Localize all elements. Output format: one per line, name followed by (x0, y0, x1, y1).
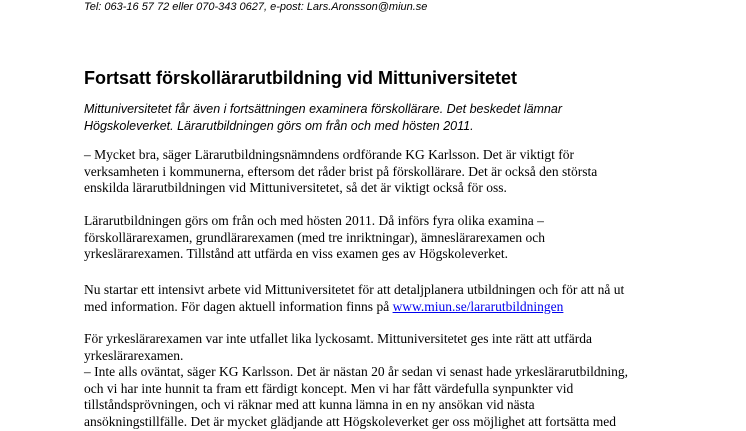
body-paragraph-yrkeslarare (84, 331, 684, 431)
text-line: förskollärarexamen, grundlärarexamen (med tre inriktningar), ämneslärarexamen och (84, 229, 546, 245)
lead-line: Mittuniversitetet får även i fortsättningen examinera förskollärare. Det beskedet lämnar (84, 102, 563, 116)
text-line: För yrkeslärarexamen var inte utfallet lika lyckosamt. Mittuniversitetet ges inte rätt att utfärda (84, 331, 592, 346)
lead-paragraph (84, 101, 664, 134)
text-segment: med information. För dagen aktuell information finns på (84, 298, 393, 314)
body-paragraph-examina (84, 213, 684, 263)
text-line: – Inte alls oväntat, säger KG Karlsson. Det är nästan 20 år sedan vi senast hade yrkeslärarutbildning, (84, 364, 628, 380)
text-line: verksamheten i kommunerna, eftersom det råder brist på förskollärare. Det är också den största (84, 163, 598, 179)
text-line: Nu startar ett intensivt arbete vid Mittuniversitetet för att detaljplanera utbildningen och för att nå ut (84, 282, 625, 297)
text-line: yrkeslärarexamen. (84, 347, 184, 363)
text-line: ansökningstillfälle. Det är mycket glädjande att Högskoleverket ger oss möjlighet att fortsätta med (84, 413, 616, 429)
text-line (84, 299, 684, 316)
body-paragraph-quote (84, 147, 684, 197)
information-link[interactable]: www.miun.se/lararutbildningen (392, 298, 564, 314)
text-line: Lärarutbildningen görs om från och med hösten 2011. Då införs fyra olika examina – (84, 213, 544, 228)
text-line: enskilda lärarutbildningen vid Mittuniversitetet, så det är viktigt också för oss. (84, 180, 507, 196)
page-title: Fortsatt förskollärarutbildning vid Mittuniversitetet (84, 68, 518, 88)
text-line: – Mycket bra, säger Lärarutbildningsnämndens ordförande KG Karlsson. Det är viktigt för (84, 147, 574, 162)
text-line: yrkeslärarexamen. Tillstånd att utfärda en viss examen ges av Högskoleverket. (84, 246, 509, 262)
text-line: och vi har inte hunnit ta fram ett färdigt koncept. Men vi har fått värdefulla synpunkter vid (84, 380, 574, 396)
contact-line: Tel: 063-16 57 72 eller 070-343 0627, e-post: Lars.Aronsson@miun.se (84, 1, 428, 13)
lead-line: Högskoleverket. Lärarutbildningen görs om från och med hösten 2011. (84, 118, 474, 133)
text-line: tillståndsprövningen, och vi räknar med att kunna lämna in en ny ansökan vid nästa (84, 397, 535, 413)
body-paragraph-information (84, 282, 684, 315)
